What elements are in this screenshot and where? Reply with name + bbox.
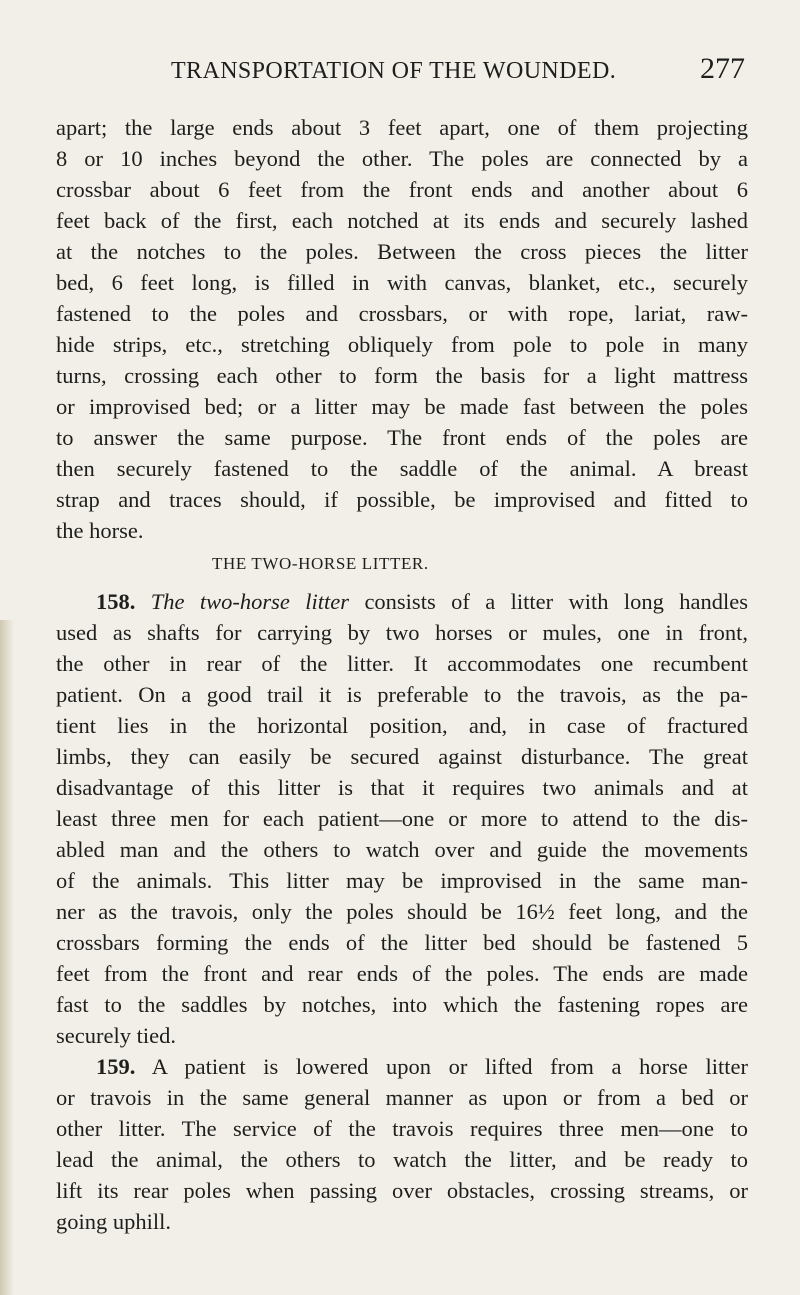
text-line: 8 or 10 inches beyond the other. The poles are connected by a <box>56 146 748 171</box>
paragraph-159-first-line <box>96 1051 748 1082</box>
text-line: bed, 6 feet long, is filled in with canvas, blanket, etc., securely <box>56 270 748 295</box>
text-line: limbs, they can easily be secured against disturbance. The great <box>56 744 748 769</box>
paragraph-number: 158. <box>96 589 136 614</box>
text-line: crossbar about 6 feet from the front ends and another about 6 <box>56 177 748 202</box>
text-line: feet back of the first, each notched at its ends and securely lashed <box>56 208 748 233</box>
text-line: apart; the large ends about 3 feet apart, one of them projecting <box>56 115 748 140</box>
text-line: patient. On a good trail it is preferable to the travois, as the pa- <box>56 682 748 707</box>
text-line: ner as the travois, only the poles should be 16½ feet long, and the <box>56 899 748 924</box>
paragraph-158-first-line <box>96 586 748 617</box>
text-line: going uphill. <box>56 1209 172 1234</box>
italic-term: The two-horse litter <box>150 589 350 614</box>
text-line: least three men for each patient—one or more to attend to the dis- <box>56 806 748 831</box>
text-span: consists of a litter with long handles <box>364 589 748 614</box>
running-title: TRANSPORTATION OF THE WOUNDED. <box>171 58 617 84</box>
text-line: other litter. The service of the travois requires three men—one to <box>56 1116 748 1141</box>
text-span: A patient is lowered upon or lifted from a horse litter <box>151 1054 748 1079</box>
text-line: fast to the saddles by notches, into which the fastening ropes are <box>56 992 748 1017</box>
text-line: at the notches to the poles. Between the cross pieces the litter <box>56 239 748 264</box>
text-line: disadvantage of this litter is that it requires two animals and at <box>56 775 748 800</box>
text-line: lift its rear poles when passing over obstacles, crossing streams, or <box>56 1178 748 1203</box>
text-line: or improvised bed; or a litter may be made fast between the poles <box>56 394 748 419</box>
text-line: to answer the same purpose. The front ends of the poles are <box>56 425 748 450</box>
text-line: the other in rear of the litter. It accommodates one recumbent <box>56 651 748 676</box>
paragraph-number: 159. <box>96 1054 136 1079</box>
text-line: of the animals. This litter may be improvised in the same man- <box>56 868 748 893</box>
text-line: tient lies in the horizontal position, and, in case of fractured <box>56 713 748 738</box>
text-line: hide strips, etc., stretching obliquely from pole to pole in many <box>56 332 748 357</box>
text-line: securely tied. <box>56 1023 176 1048</box>
text-line: strap and traces should, if possible, be improvised and fitted to <box>56 487 748 512</box>
text-line: the horse. <box>56 518 144 543</box>
text-line: then securely fastened to the saddle of the animal. A breast <box>56 456 748 481</box>
page-number: 277 <box>700 52 745 85</box>
section-heading: THE TWO-HORSE LITTER. <box>212 554 429 573</box>
binding-edge-shadow <box>0 620 14 1295</box>
text-line: or travois in the same general manner as upon or from a bed or <box>56 1085 748 1110</box>
text-line: crossbars forming the ends of the litter bed should be fastened 5 <box>56 930 748 955</box>
text-line: fastened to the poles and crossbars, or with rope, lariat, raw- <box>56 301 748 326</box>
text-line: abled man and the others to watch over and guide the movements <box>56 837 748 862</box>
text-line: used as shafts for carrying by two horses or mules, one in front, <box>56 620 748 645</box>
text-line: lead the animal, the others to watch the litter, and be ready to <box>56 1147 748 1172</box>
text-line: turns, crossing each other to form the basis for a light mattress <box>56 363 748 388</box>
text-line: feet from the front and rear ends of the poles. The ends are made <box>56 961 748 986</box>
